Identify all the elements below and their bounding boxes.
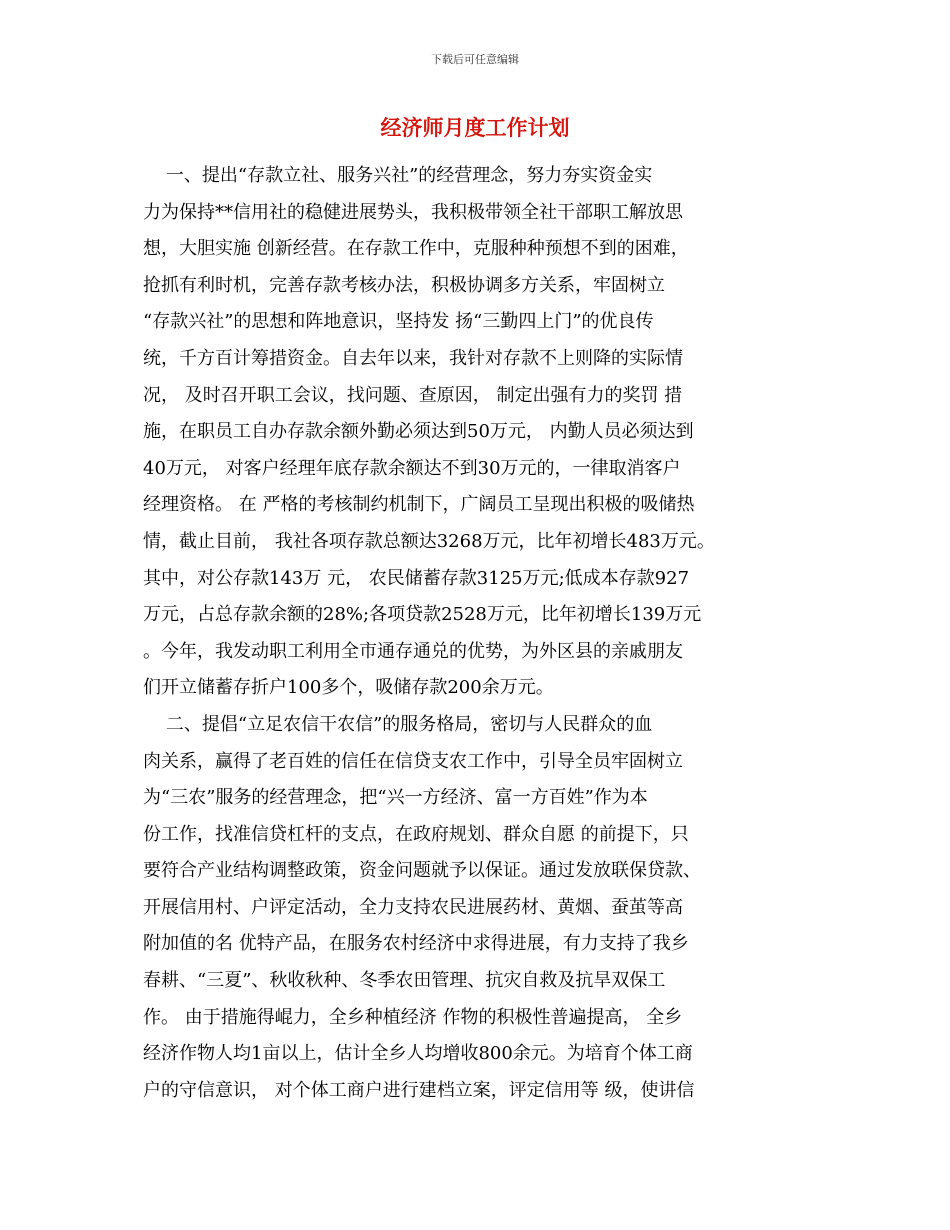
paragraph-line: 春耕、“三夏”、秋收秋种、冬季农田管理、抗灾自救及抗旱双保工: [143, 970, 666, 992]
paragraph-line: 其中，对公存款143万 元， 农民储蓄存款3125万元;低成本存款927: [143, 567, 690, 589]
paragraph-line: 40万元， 对客户经理年底存款余额达不到30万元的，一律取消客户: [143, 457, 681, 479]
paragraph-line: 情，截止目前， 我社各项存款总额达3268万元，比年初增长483万元。: [143, 530, 715, 552]
paragraph-line: 。今年，我发动职工利用全市通存通兑的优势，为外区县的亲戚朋友: [143, 640, 683, 662]
paragraph-line: 万元，占总存款余额的28%;各项贷款2528万元，比年初增长139万元: [143, 604, 702, 626]
paragraph-line: 为“三农”服务的经营理念，把“兴一方经济、富一方百姓”作为本: [143, 787, 648, 809]
paragraph-line: 力为保持**信用社的稳健进展势头，我积极带领全社干部职工解放思: [143, 201, 683, 223]
paragraph-line: 况， 及时召开职工会议，找问题、查原因， 制定出强有力的奖罚 措: [143, 384, 683, 406]
paragraph-line: 经济作物人均1亩以上，估计全乡人均增收800余元。为培育个体工商: [143, 1043, 693, 1065]
paragraph-line: 二、提倡“立足农信干农信”的服务格局，密切与人民群众的血: [143, 713, 653, 735]
paragraph-line: “存款兴社”的思想和阵地意识，坚持发 扬“三勤四上门”的优良传: [143, 311, 654, 333]
paragraph-line: 抢抓有利时机，完善存款考核办法，积极协调多方关系，牢固树立: [143, 274, 665, 296]
paragraph-line: 统，千方百计筹措资金。自去年以来，我针对存款不上则降的实际情: [143, 347, 683, 369]
paragraph-line: 要符合产业结构调整政策，资金问题就予以保证。通过发放联保贷款、: [143, 860, 701, 882]
paragraph-line: 一、提出“存款立社、服务兴社”的经营理念，努力夯实资金实: [143, 165, 653, 186]
document-title: 经济师月度工作计划: [380, 116, 570, 140]
paragraph-line: 份工作，找准信贷杠杆的支点，在政府规划、群众自愿 的前提下，只: [143, 823, 689, 845]
paragraph-line: 想，大胆实施 创新经营。在存款工作中，克服种种预想不到的困难，: [143, 238, 689, 260]
page-header: 下载后可任意编辑: [431, 53, 519, 66]
paragraph-line: 经理资格。 在 严格的考核制约机制下，广阔员工呈现出积极的吸储热: [143, 494, 695, 516]
paragraph-line: 开展信用村、户评定活动，全力支持农民进展药材、黄烟、蚕茧等高: [143, 896, 683, 918]
paragraph-line: 附加值的名 优特产品，在服务农村经济中求得进展，有力支持了我乡: [143, 933, 689, 955]
paragraph-line: 作。 由于措施得崐力，全乡种植经济 作物的积极性普遍提高， 全乡: [143, 1006, 683, 1028]
paragraph-line: 施，在职员工自办存款余额外勤必须达到50万元， 内勤人员必须达到: [143, 421, 694, 443]
document-body: [143, 158, 823, 1109]
paragraph-line: 肉关系，赢得了老百姓的信任在信贷支农工作中，引导全员牢固树立: [143, 750, 683, 772]
paragraph-line: 们开立储蓄存折户100多个，吸储存款200余万元。: [143, 677, 554, 699]
paragraph-line: 户的守信意识， 对个体工商户进行建档立案，评定信用等 级，使讲信: [143, 1079, 695, 1101]
